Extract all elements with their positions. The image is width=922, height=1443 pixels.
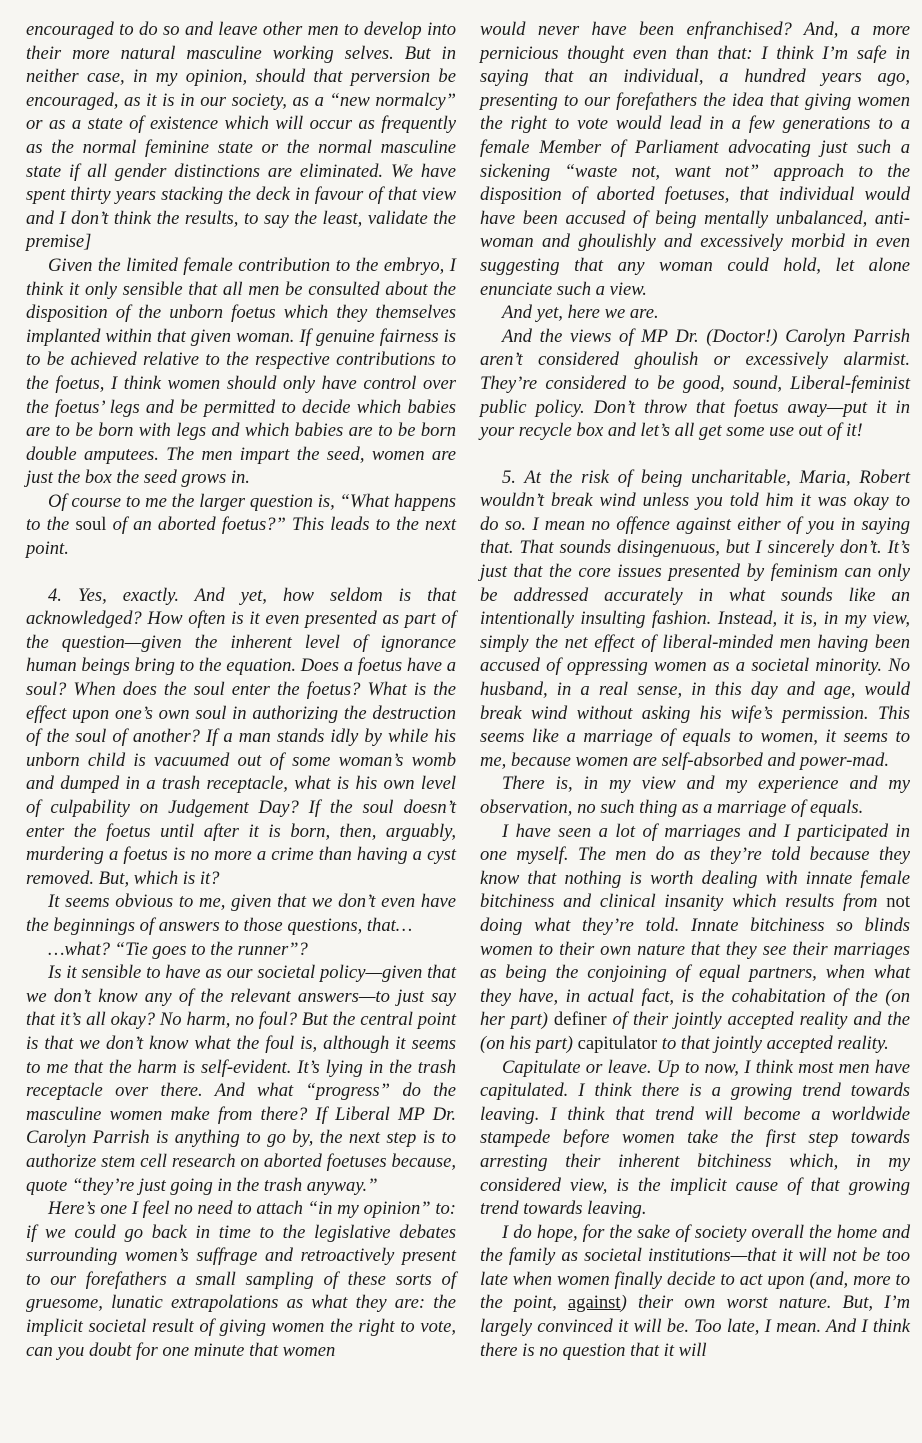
text-run-roman: not — [886, 891, 910, 913]
paragraph: It seems obvious to me, given that we don’t even have the beginnings of answers to those questions, that… — [26, 891, 456, 936]
text-run-roman: soul — [75, 514, 107, 536]
paragraph: There is, in my view and my experience and my observation, no such thing as a marriage of equals. — [480, 773, 910, 818]
paragraph — [26, 490, 456, 561]
paragraph — [480, 1221, 910, 1363]
text-run: I do hope, for the sake of society overall the home and the family as societal institutions—that it will not be too late when women finally decide to act upon (and, more to the point, — [480, 1221, 910, 1314]
paragraph-point-4: 4. Yes, exactly. And yet, how seldom is that acknowledged? How often is it even presented as part of the question—given the inherent level of ignorance human beings bring to the equation. Does a foetus have a soul? When does the soul enter the foetus? What is the effect upon one’s own soul in authorizing the destruction of the soul of another? If a man stands idly by while his unborn child is vacuumed out of some woman’s womb and dumped in a trash receptacle, what is his own level of culpability on Judgement Day? If the soul doesn’t enter the foetus until after it is born, then, arguably, murdering a foetus is no more a crime than having a cyst removed. But, which is it? — [26, 584, 456, 889]
paragraph: And the views of MP Dr. (Doctor!) Carolyn Parrish aren’t considered ghoulish or excessively alarmist. They’re considered to be good, sound, Liberal-feminist public policy. Don’t throw that foetus away—put it in your recycle box and let’s all get some use out of it! — [480, 325, 910, 442]
text-run: ) their own worst nature. But, I’m largely convinced it will be. Too late, I mean. And I think there is no question that it will — [480, 1292, 910, 1361]
text-run: to that jointly accepted reality. — [657, 1032, 889, 1054]
left-column — [26, 18, 456, 1443]
text-run: Of course to me the larger question is, “What happens to the — [26, 490, 456, 536]
text-run-roman: capitulator — [577, 1032, 658, 1054]
paragraph-point-5: 5. At the risk of being uncharitable, Maria, Robert wouldn’t break wind unless you told him it was okay to do so. I mean no offence against either of you in saying that. That sounds disingenuous, but I sincerely don’t. It’s just that the core issues presented by feminism can only be addressed accurately in what sounds like an intentionally insulting fashion. Instead, it is, in my view, simply the net effect of liberal-minded men having been accused of oppressing women as a societal minority. No husband, in a real sense, in this day and age, would break wind without asking his wife’s permission. This seems like a marriage of equals to women, it seems to me, because women are self-absorbed and power-mad. — [480, 466, 910, 771]
paragraph — [480, 820, 910, 1056]
text-run: of an aborted foetus?” This leads to the next point. — [26, 514, 456, 560]
text-run: doing what they’re told. Innate bitchiness so blinds women to their own nature that they see their marriages as being the conjoining of equal partners, when what they have, in actual fact, is the cohabitation of the (on her part) — [480, 914, 910, 1031]
paragraph: encouraged to do so and leave other men to develop into their more natural masculine working selves. But in neither case, in my opinion, should that perversion be encouraged, as it is in our society, as a “new normalcy” or as a state of existence which will occur as frequently as the normal feminine state or the normal masculine state if all gender distinctions are eliminated. We have spent thirty years stacking the deck in favour of that view and I don’t think the results, to say the least, validate the premise] — [26, 19, 456, 253]
text-run-roman: definer — [553, 1009, 607, 1031]
paragraph: Is it sensible to have as our societal policy—given that we don’t know any of the relevant answers—to just say that it’s all okay? No harm, no foul? But the central point is that we don’t know what the foul is, although it seems to me that the harm is self-evident. It’s lying in the trash receptacle over there. And what “progress” do the masculine women make from there? If Liberal MP Dr. Carolyn Parrish is anything to go by, the next step is to authorize stem cell research on aborted foetuses because, quote “they’re just going in the trash anyway.” — [26, 962, 456, 1196]
text-run: I have seen a lot of marriages and I participated in one myself. The men do as they’re told because they know that nothing is worth dealing with innate female bitchiness and clinical insanity which results from — [480, 820, 910, 913]
paragraph: would never have been enfranchised? And, a more pernicious thought even than that: I think I’m safe in saying that an individual, a hundred years ago, presenting to our forefathers the idea that giving women the right to vote would lead in a few generations to a female Member of Parliament advocating just such a sickening “waste not, want not” approach to the disposition of aborted foetuses, that individual would have been accused of being mentally unbalanced, anti-woman and ghoulishly and excessively morbid in even suggesting that any woman could hold, let alone enunciate such a view. — [480, 19, 910, 300]
paragraph: …what? “Tie goes to the runner”? — [48, 938, 308, 960]
text-run: of their jointly accepted reality and the (on his part) — [480, 1009, 910, 1054]
paragraph: And yet, here we are. — [502, 302, 659, 324]
paragraph: Given the limited female contribution to the embryo, I think it only sensible that all men be consulted about the disposition of the unborn foetus which they themselves implanted within that given woman. If genuine fairness is to be achieved relative to the respective contributions to the foetus, I think women should only have control over the foetus’ legs and be permitted to decide which babies are to be born with legs and which babies are to be born double amputees. The men impart the seed, women are just the box the seed grows in. — [26, 254, 456, 489]
text-run-underlined: against — [567, 1292, 621, 1314]
right-column — [480, 18, 910, 1443]
paragraph: Here’s one I feel no need to attach “in my opinion” to: if we could go back in time to the legislative debates surrounding women’s suffrage and retroactively present to our forefathers a small sampling of these sorts of gruesome, lunatic extrapolations as what they are: the implicit societal result of giving women the right to vote, can you doubt for one minute that women — [26, 1198, 456, 1361]
paragraph: Capitulate or leave. Up to now, I think most men have capitulated. I think there is a growing trend towards leaving. I think that trend will become a worldwide stampede before women take the first step towards arresting their inherent bitchiness which, in my considered view, is the implicit cause of that growing trend towards leaving. — [480, 1056, 910, 1220]
